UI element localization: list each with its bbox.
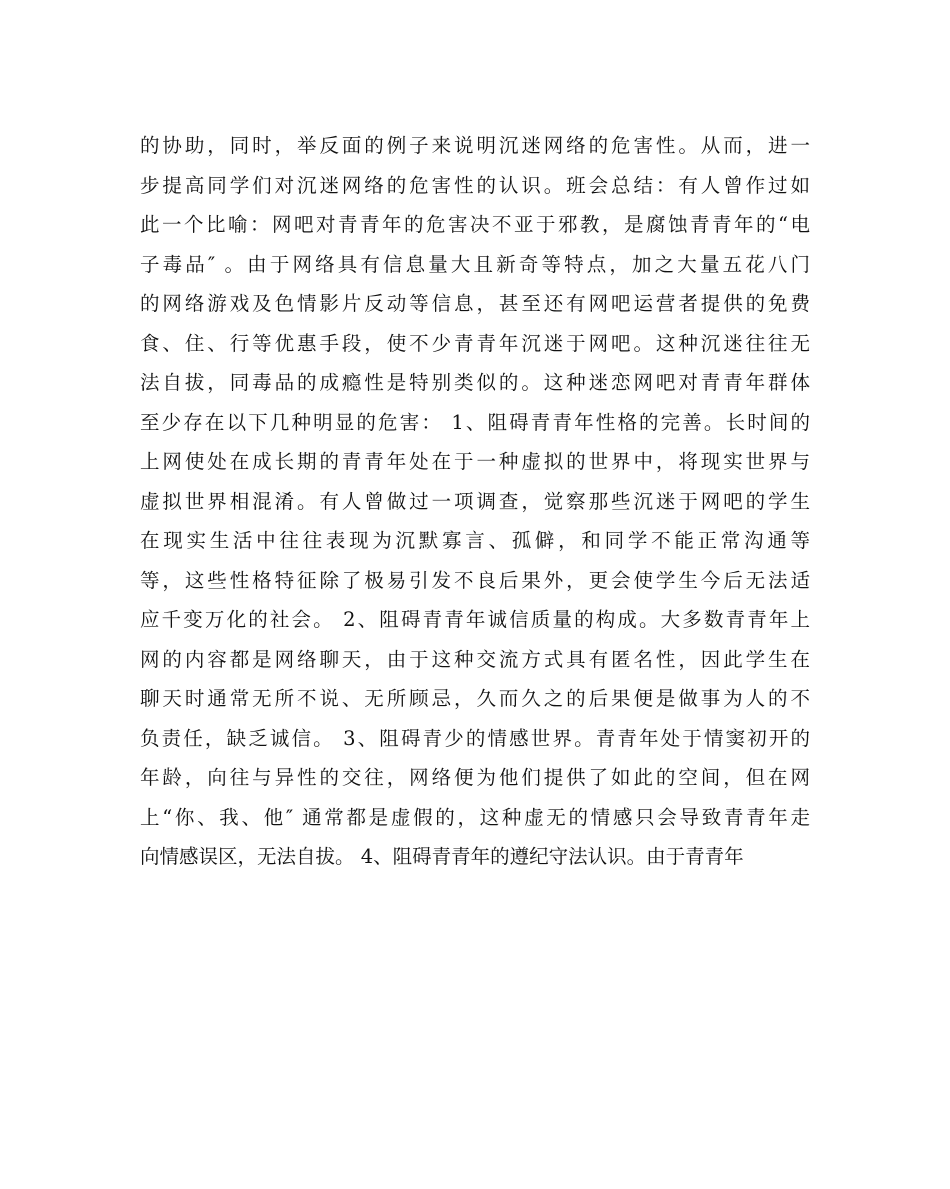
text-line-13: 应千变万化的社会。 2、阻碍青青年诚信质量的构成。大多数青青年上 xyxy=(140,608,810,631)
text-line-15: 聊天时通常无所不说、无所顾忌，久而久之的后果便是做事为人的不 xyxy=(140,687,810,710)
text-line-17: 年龄，向往与异性的交往，网络便为他们提供了如此的空间，但在网 xyxy=(140,766,810,789)
text-line-9: 上网使处在成长期的青青年处在于一种虚拟的世界中，将现实世界与 xyxy=(140,450,810,473)
text-line-3: 此一个比喻：网吧对青青年的危害决不亚于邪教，是腐蚀青青年的“电 xyxy=(140,213,810,236)
text-line-2: 步提高同学们对沉迷网络的危害性的认识。班会总结：有人曾作过如 xyxy=(140,173,810,197)
text-line-16: 负责任，缺乏诚信。 3、阻碍青少的情感世界。青青年处于情窦初开的 xyxy=(140,726,810,750)
text-line-7: 法自拔，同毒品的成瘾性是特别类似的。这种迷恋网吧对青青年群体 xyxy=(140,371,810,394)
text-line-1: 的协助，同时，举反面的例子来说明沉迷网络的危害性。从而，进一 xyxy=(140,134,810,157)
text-line-11: 在现实生活中往往表现为沉默寡言、孤僻，和同学不能正常沟通等 xyxy=(140,529,810,552)
body-text xyxy=(140,126,810,877)
text-line-19: 向情感误区，无法自拔。 4、阻碍青青年的遵纪守法认识。由于青青年 xyxy=(140,845,744,868)
text-line-18: 上“你、我、他″ 通常都是虚假的，这种虚无的情感只会导致青青年走 xyxy=(140,805,810,829)
text-line-8: 至少存在以下几种明显的危害： 1、阻碍青青年性格的完善。长时间的 xyxy=(140,410,810,434)
text-line-5: 的网络游戏及色情影片反动等信息，甚至还有网吧运营者提供的免费 xyxy=(140,292,810,315)
text-line-14: 网的内容都是网络聊天，由于这种交流方式具有匿名性，因此学生在 xyxy=(140,647,810,671)
text-line-4: 子毒品″ 。由于网络具有信息量大且新奇等特点，加之大量五花八门 xyxy=(140,252,810,276)
text-line-10: 虚拟世界相混淆。有人曾做过一项调查，觉察那些沉迷于网吧的学生 xyxy=(140,489,810,513)
text-line-12: 等，这些性格特征除了极易引发不良后果外，更会使学生今后无法适 xyxy=(140,568,810,592)
text-line-6: 食、住、行等优惠手段，使不少青青年沉迷于网吧。这种沉迷往往无 xyxy=(140,331,810,355)
